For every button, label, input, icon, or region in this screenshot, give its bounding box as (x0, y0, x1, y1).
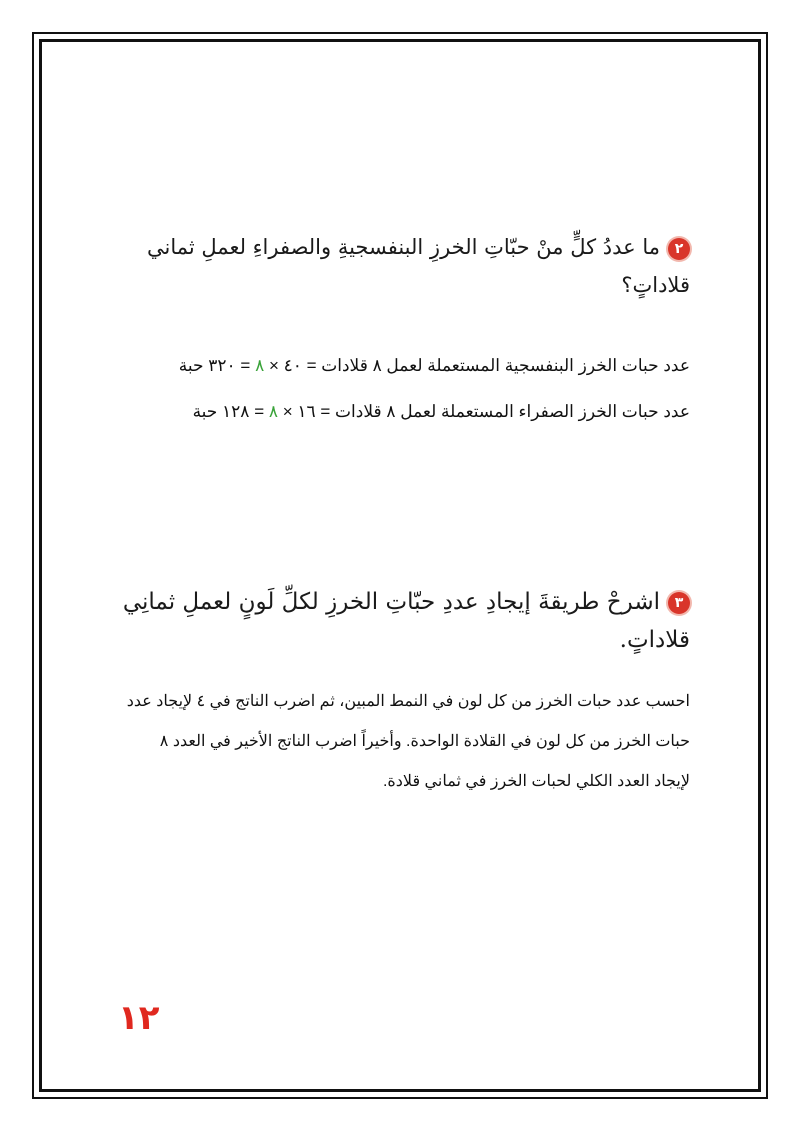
question-1 (110, 228, 690, 304)
question-2 (90, 583, 690, 659)
violet-factor-b: ٨ (255, 356, 265, 375)
question-1-text: ما عددُ كلٍّ منْ حبّاتِ الخرزِ البنفسجيةِ والصفراءِ لعملِ ثماني قلاداتٍ؟ (147, 235, 690, 297)
yellow-factor-b: ٨ (268, 402, 278, 421)
yellow-factor-a: ١٦ (297, 402, 316, 421)
yellow-result: ١٢٨ حبة (192, 402, 250, 421)
yellow-operator: × (282, 402, 293, 421)
violet-result: ٣٢٠ حبة (178, 356, 236, 375)
page-number: ١٢ (118, 998, 160, 1038)
yellow-equals: = (254, 402, 265, 421)
violet-equals: = (240, 356, 251, 375)
violet-operator: × (268, 356, 279, 375)
question-2-number-badge: ٣ (668, 592, 690, 614)
yellow-prefix: عدد حبات الخرز الصفراء المستعملة لعمل ٨ قلادات = (320, 402, 690, 421)
answer-violet-equation (90, 356, 690, 376)
question-1-number-badge: ٢ (668, 238, 690, 260)
answer-yellow-equation (90, 402, 690, 422)
page-border-inner (39, 39, 761, 1092)
violet-factor-a: ٤٠ (283, 356, 302, 375)
question-2-text: اشرحْ طريقةَ إيجادِ عددِ حبّاتِ الخرزِ لكلِّ لَونٍ لعملِ ثمانِي قلاداتٍ. (122, 589, 690, 653)
violet-prefix: عدد حبات الخرز البنفسجية المستعملة لعمل ٨ قلادات = (306, 356, 690, 375)
answer-2-explanation: احسب عدد حبات الخرز من كل لون في النمط المبين، ثم اضرب الناتج في ٤ لإيجاد عدد حبات الخرز من كل لون في القلادة الواحدة. وأخيراً اضرب الناتج الأخير في العدد ٨ لإيجاد العدد الكلي لحبات الخرز في ثماني قلادة. (126, 693, 690, 790)
